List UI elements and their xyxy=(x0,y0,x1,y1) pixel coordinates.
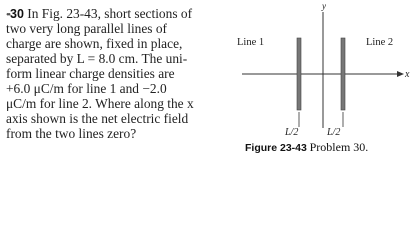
problem-text-line: In Fig. 23-43, short sections of xyxy=(23,6,193,21)
problem-number: 30 xyxy=(10,7,24,21)
problem-text-line: axis shown is the net electric field xyxy=(6,111,189,126)
line-1-label: Line 1 xyxy=(237,37,265,48)
line-2-bar xyxy=(341,38,345,110)
y-axis-label: y xyxy=(322,1,326,11)
half-separation-right-label: L/2 xyxy=(327,127,341,138)
line-2-label: Line 2 xyxy=(366,37,394,48)
problem-text-line: μC/m for line 2. Where along the x xyxy=(6,96,194,111)
caption-figure-number: Figure 23-43 xyxy=(245,142,307,154)
caption-title: Problem 30. xyxy=(309,140,369,154)
problem-text-line: +6.0 μC/m for line 1 and −2.0 xyxy=(6,81,167,96)
figure-23-43 xyxy=(234,0,412,159)
figure-caption xyxy=(245,140,368,155)
line-1-bar xyxy=(297,38,301,110)
problem-text-line: charge are shown, fixed in place, xyxy=(6,36,183,51)
problem-text-line: two very long parallel lines of xyxy=(6,21,168,36)
half-separation-left-label: L/2 xyxy=(285,127,299,138)
problem-text-line: separated by L = 8.0 cm. The uni- xyxy=(6,51,188,66)
x-axis-arrow-icon xyxy=(397,71,404,77)
difficulty-dots: •• xyxy=(6,10,10,21)
problem-text-line: form linear charge densities are xyxy=(6,66,175,81)
x-axis-label: x xyxy=(405,69,410,80)
figure-diagram xyxy=(234,0,412,159)
problem-text-line: from the two lines zero? xyxy=(6,126,137,141)
